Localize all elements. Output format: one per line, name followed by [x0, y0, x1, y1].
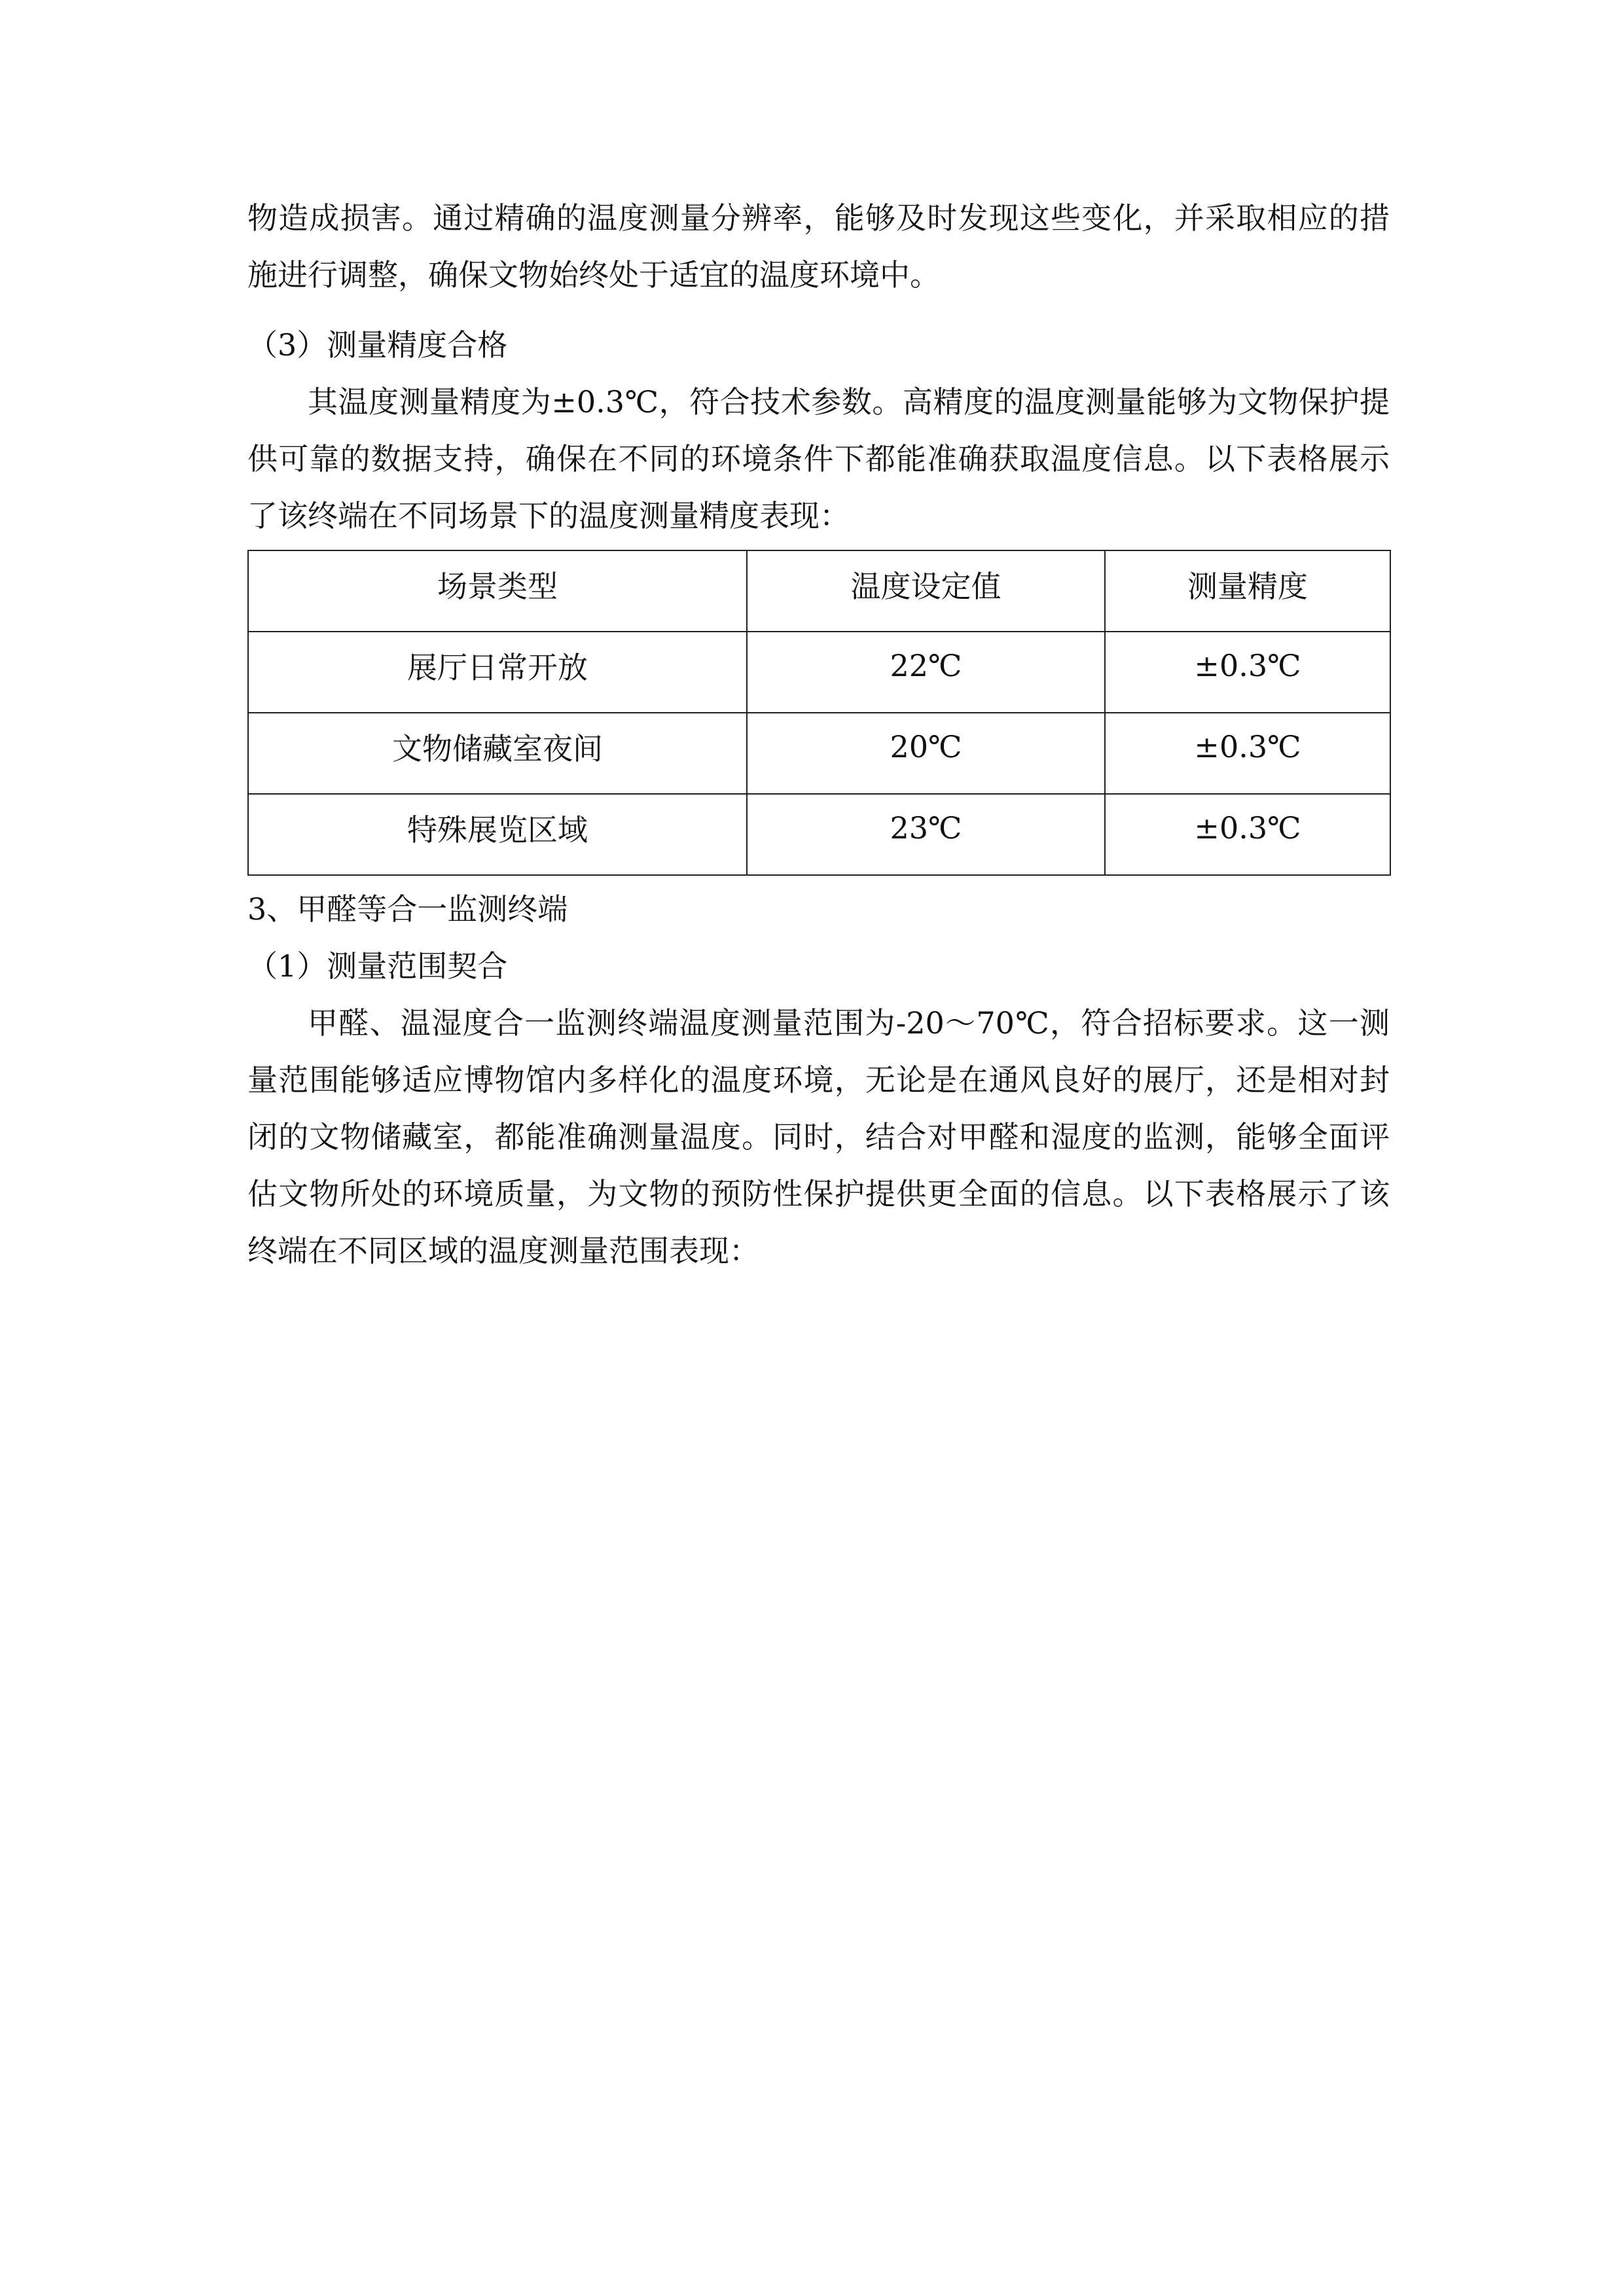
cell-accuracy: ±0.3℃ — [1105, 632, 1390, 713]
accuracy-table — [247, 550, 1391, 876]
cell-scenario: 文物储藏室夜间 — [248, 713, 747, 794]
column-header-accuracy: 测量精度 — [1105, 550, 1390, 632]
cell-setpoint: 23℃ — [747, 794, 1105, 875]
section-heading-formaldehyde: 3、甲醛等合一监测终端 — [247, 891, 568, 927]
column-header-scenario: 场景类型 — [248, 550, 747, 632]
cell-setpoint: 20℃ — [747, 713, 1105, 794]
spacer — [247, 304, 1390, 317]
subsection-heading-range: （1）测量范围契合 — [247, 948, 508, 984]
cell-scenario: 特殊展览区域 — [248, 794, 747, 875]
section-heading-accuracy: （3）测量精度合格 — [247, 327, 508, 363]
intro-paragraph: 物造成损害。通过精确的温度测量分辨率，能够及时发现这些变化，并采取相应的措施进行调整，确保文物始终处于适宜的温度环境中。 — [247, 200, 1390, 293]
formaldehyde-paragraph: 甲醛、温湿度合一监测终端温度测量范围为-20～70℃，符合招标要求。这一测量范围能够适应博物馆内多样化的温度环境，无论是在通风良好的展厅，还是相对封闭的文物储藏室，都能准确测量温度。同时，结合对甲醛和湿度的监测，能够全面评估文物所处的环境质量，为文物的预防性保护提供更全面的信息。以下表格展示了该终端在不同区域的温度测量范围表现： — [247, 1005, 1390, 1268]
table-row — [248, 632, 1390, 713]
accuracy-paragraph: 其温度测量精度为±0.3℃，符合技术参数。高精度的温度测量能够为文物保护提供可靠的数据支持，确保在不同的环境条件下都能准确获取温度信息。以下表格展示了该终端在不同场景下的温度测量精度表现： — [247, 384, 1390, 533]
cell-accuracy: ±0.3℃ — [1105, 794, 1390, 875]
table-row — [248, 794, 1390, 875]
table-row — [248, 713, 1390, 794]
table-header-row — [248, 550, 1390, 632]
cell-scenario: 展厅日常开放 — [248, 632, 747, 713]
column-header-setpoint: 温度设定值 — [747, 550, 1105, 632]
cell-setpoint: 22℃ — [747, 632, 1105, 713]
cell-accuracy: ±0.3℃ — [1105, 713, 1390, 794]
document-body — [247, 190, 1390, 1280]
